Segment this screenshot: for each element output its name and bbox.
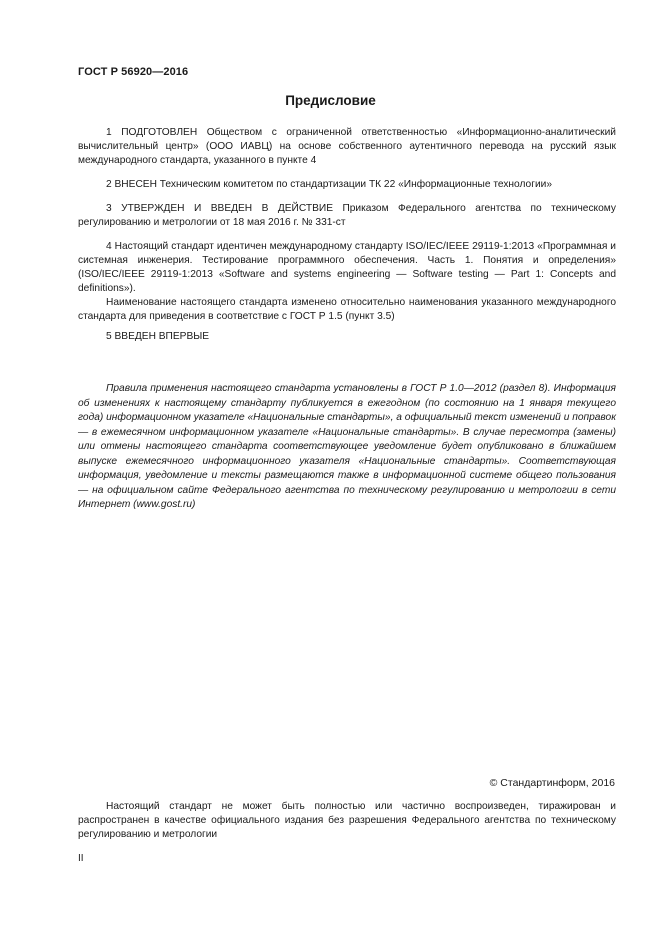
application-rules: Правила применения настоящего стандарта установлены в ГОСТ Р 1.0—2012 (раздел 8). Информация об изменениях к настоящему стандарту публикуется в ежегодном (по состоянию на 1 января текущего года) информационном указателе «Национальные стандарты», а официальный текст изменений и поправок — в ежемесячном информационном указателе «Национальные стандарты». В случае пересмотра (замены) или отмены настоящего стандарта соответствующее уведомление будет опубликовано в ближайшем выпуске ежемесячного информационного указателя «Национальные стандарты». Соответствующая информация, уведомление и тексты размещаются также в информационной системе общего пользования — на официальном сайте Федерального агентства по техническому регулированию и метрологии в сети Интернет (www.gost.ru) xyxy=(78,383,616,510)
foreword-item-1 xyxy=(78,126,616,168)
page-title: Предисловие xyxy=(285,93,376,108)
page-number: II xyxy=(78,853,84,864)
reproduction-notice: Настоящий стандарт не может быть полностью или частично воспроизведен, тиражирован и распространен в качестве официального издания без разрешения Федерального агентства по техническому регулированию и метрологии xyxy=(78,801,616,840)
foreword-item-4-text: 4 Настоящий стандарт идентичен международному стандарту ISO/IEC/IEEE 29119-1:2013 «Программная и системная инженерия. Тестирование программного обеспечения. Часть 1. Понятия и определения» (ISO/IEC/IEEE 29119-1:2013 «Software and systems engineering — Software testing — Part 1: Concepts and definitions»). xyxy=(78,241,616,294)
standard-code: ГОСТ Р 56920—2016 xyxy=(78,66,189,78)
copyright: © Стандартинформ, 2016 xyxy=(489,777,615,789)
foreword-item-3 xyxy=(78,202,616,230)
foreword-item-4-extra: Наименование настоящего стандарта изменено относительно наименования указанного международного стандарта для приведения в соответствие с ГОСТ Р 1.5 (пункт 3.5) xyxy=(78,297,616,322)
foreword-item-1-text: 1 ПОДГОТОВЛЕН Обществом с ограниченной ответственностью «Информационно-аналитический вычислительный центр» (ООО ИАВЦ) на основе собственного аутентичного перевода на русский язык международного стандарта, указанного в пункте 4 xyxy=(78,127,616,166)
foreword-item-2 xyxy=(78,178,616,192)
foreword-item-5-text: 5 ВВЕДЕН ВПЕРВЫЕ xyxy=(106,331,210,342)
foreword-item-5 xyxy=(78,330,616,344)
foreword-item-3-text: 3 УТВЕРЖДЕН И ВВЕДЕН В ДЕЙСТВИЕ Приказом Федерального агентства по техническому регулированию и метрологии от 18 мая 2016 г. № 331-ст xyxy=(78,203,616,228)
foreword-item-4 xyxy=(78,240,616,324)
foreword-item-2-text: 2 ВНЕСЕН Техническим комитетом по стандартизации ТК 22 «Информационные технологии» xyxy=(106,179,552,190)
